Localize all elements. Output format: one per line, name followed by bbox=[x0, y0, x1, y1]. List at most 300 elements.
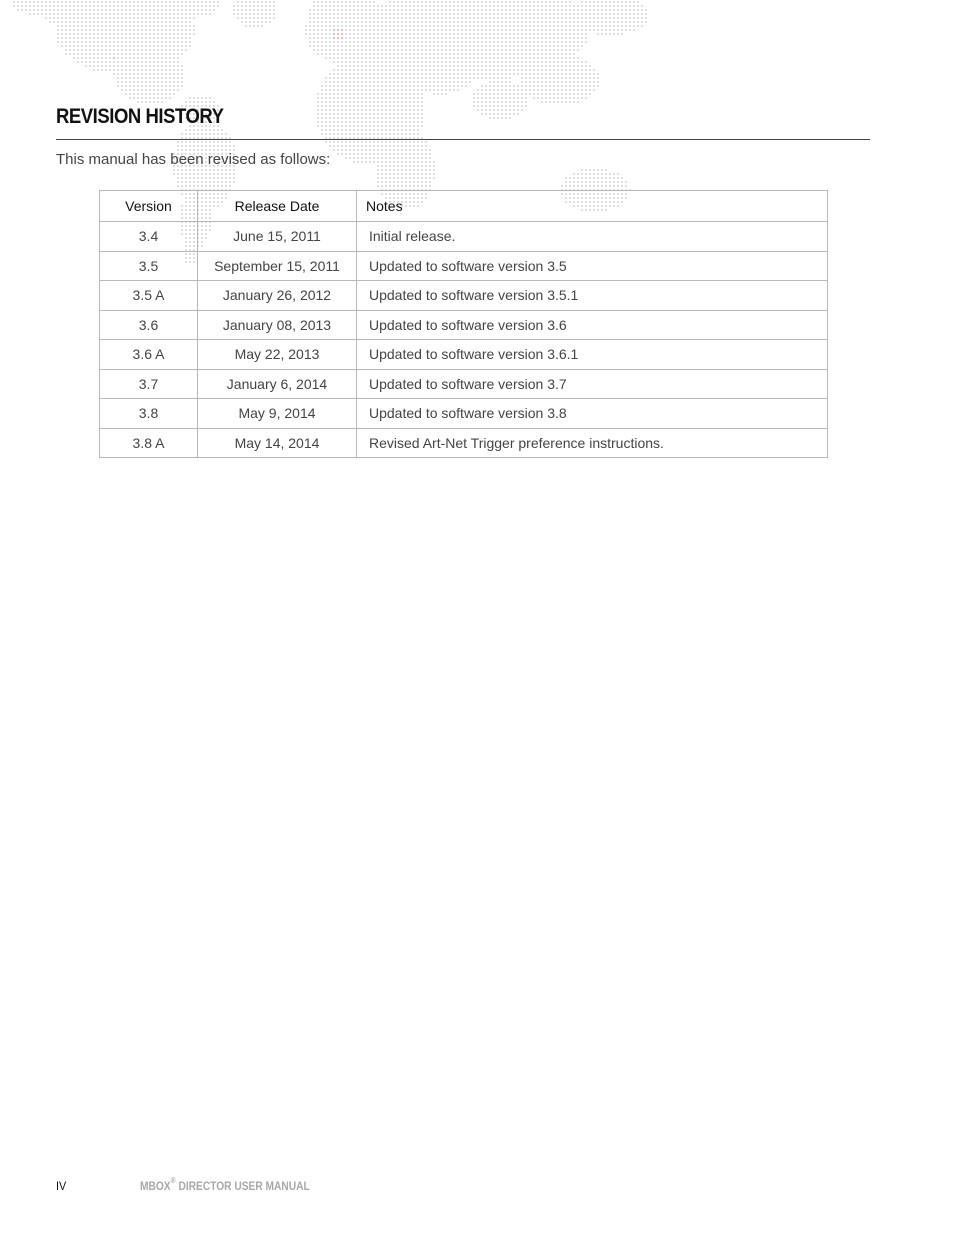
map-dot bbox=[161, 13, 163, 15]
map-dot bbox=[413, 145, 415, 147]
map-dot bbox=[85, 53, 87, 55]
map-dot bbox=[569, 41, 571, 43]
map-dot bbox=[153, 37, 155, 39]
map-dot bbox=[641, 25, 643, 27]
map-dot bbox=[377, 61, 379, 63]
map-dot bbox=[497, 89, 499, 91]
map-dot bbox=[641, 5, 643, 7]
map-dot bbox=[69, 49, 71, 51]
map-dot bbox=[93, 45, 95, 47]
map-dot bbox=[613, 33, 615, 35]
map-dot bbox=[469, 1, 471, 3]
map-dot bbox=[501, 29, 503, 31]
map-dot bbox=[457, 49, 459, 51]
map-dot bbox=[357, 121, 359, 123]
map-dot bbox=[509, 33, 511, 35]
map-dot bbox=[381, 25, 383, 27]
map-dot bbox=[569, 93, 571, 95]
map-dot bbox=[197, 101, 199, 103]
map-dot bbox=[525, 17, 527, 19]
map-dot bbox=[73, 53, 75, 55]
map-dot bbox=[393, 9, 395, 11]
map-dot bbox=[389, 61, 391, 63]
map-dot bbox=[113, 53, 115, 55]
map-dot bbox=[85, 61, 87, 63]
map-dot bbox=[185, 145, 187, 147]
map-dot bbox=[201, 185, 203, 187]
map-dot bbox=[389, 1, 391, 3]
map-dot bbox=[353, 161, 355, 163]
map-dot bbox=[101, 25, 103, 27]
map-dot bbox=[381, 157, 383, 159]
map-dot bbox=[185, 1, 187, 3]
map-dot bbox=[557, 9, 559, 11]
map-dot bbox=[245, 17, 247, 19]
map-dot bbox=[365, 73, 367, 75]
map-dot bbox=[341, 65, 343, 67]
map-dot bbox=[341, 13, 343, 15]
map-dot bbox=[105, 29, 107, 31]
map-dot bbox=[481, 45, 483, 47]
map-dot bbox=[341, 45, 343, 47]
map-dot bbox=[405, 113, 407, 115]
map-dot bbox=[629, 9, 631, 11]
map-dot bbox=[57, 29, 59, 31]
map-dot bbox=[577, 9, 579, 11]
map-dot bbox=[533, 45, 535, 47]
map-dot bbox=[149, 81, 151, 83]
map-dot bbox=[241, 17, 243, 19]
map-dot bbox=[561, 5, 563, 7]
map-dot bbox=[417, 17, 419, 19]
map-dot bbox=[193, 169, 195, 171]
map-dot bbox=[389, 13, 391, 15]
map-dot bbox=[333, 29, 335, 31]
map-dot bbox=[533, 17, 535, 19]
map-dot bbox=[193, 181, 195, 183]
map-dot bbox=[381, 97, 383, 99]
map-dot bbox=[505, 117, 507, 119]
map-dot bbox=[325, 81, 327, 83]
map-dot bbox=[313, 1, 315, 3]
map-dot bbox=[117, 29, 119, 31]
map-dot bbox=[321, 125, 323, 127]
map-dot bbox=[145, 73, 147, 75]
map-dot bbox=[93, 29, 95, 31]
map-dot bbox=[509, 21, 511, 23]
map-dot bbox=[481, 57, 483, 59]
map-dot bbox=[609, 25, 611, 27]
map-dot bbox=[421, 165, 423, 167]
map-dot bbox=[209, 97, 211, 99]
map-dot bbox=[369, 81, 371, 83]
map-dot bbox=[317, 101, 319, 103]
map-dot bbox=[461, 17, 463, 19]
map-dot bbox=[413, 77, 415, 79]
map-dot bbox=[133, 81, 135, 83]
map-dot bbox=[341, 73, 343, 75]
map-dot bbox=[381, 85, 383, 87]
map-dot bbox=[409, 153, 411, 155]
map-dot bbox=[189, 21, 191, 23]
map-dot bbox=[177, 81, 179, 83]
map-dot bbox=[329, 105, 331, 107]
map-dot bbox=[445, 21, 447, 23]
map-dot bbox=[541, 45, 543, 47]
map-dot bbox=[113, 65, 115, 67]
map-dot bbox=[229, 145, 231, 147]
map-dot bbox=[365, 9, 367, 11]
map-dot bbox=[445, 9, 447, 11]
map-dot bbox=[425, 53, 427, 55]
map-dot bbox=[565, 41, 567, 43]
map-dot bbox=[481, 41, 483, 43]
map-dot bbox=[101, 57, 103, 59]
map-dot bbox=[317, 109, 319, 111]
map-dot bbox=[209, 181, 211, 183]
map-dot bbox=[441, 45, 443, 47]
map-dot bbox=[185, 181, 187, 183]
map-dot bbox=[345, 65, 347, 67]
map-dot bbox=[85, 5, 87, 7]
map-dot bbox=[381, 165, 383, 167]
map-dot bbox=[377, 145, 379, 147]
map-dot bbox=[473, 9, 475, 11]
map-dot bbox=[129, 25, 131, 27]
map-dot bbox=[545, 69, 547, 71]
map-dot bbox=[157, 5, 159, 7]
map-dot bbox=[109, 1, 111, 3]
map-dot bbox=[93, 37, 95, 39]
map-dot bbox=[525, 77, 527, 79]
map-dot bbox=[493, 13, 495, 15]
map-dot bbox=[37, 13, 39, 15]
map-dot bbox=[577, 181, 579, 183]
map-dot bbox=[341, 117, 343, 119]
map-dot bbox=[573, 101, 575, 103]
map-dot bbox=[549, 57, 551, 59]
map-dot bbox=[333, 93, 335, 95]
map-dot bbox=[521, 33, 523, 35]
version-cell: 3.4 bbox=[100, 222, 198, 252]
map-dot bbox=[401, 161, 403, 163]
map-dot bbox=[445, 17, 447, 19]
map-dot bbox=[585, 61, 587, 63]
map-dot bbox=[513, 9, 515, 11]
map-dot bbox=[389, 29, 391, 31]
map-dot bbox=[165, 41, 167, 43]
map-dot bbox=[153, 65, 155, 67]
map-dot bbox=[553, 45, 555, 47]
map-dot bbox=[385, 49, 387, 51]
map-dot bbox=[173, 53, 175, 55]
map-dot bbox=[401, 117, 403, 119]
map-dot bbox=[101, 29, 103, 31]
map-dot bbox=[89, 13, 91, 15]
map-dot bbox=[445, 45, 447, 47]
map-dot bbox=[217, 145, 219, 147]
map-dot bbox=[145, 29, 147, 31]
map-dot bbox=[449, 85, 451, 87]
map-dot bbox=[161, 81, 163, 83]
map-dot bbox=[269, 17, 271, 19]
map-dot bbox=[413, 149, 415, 151]
map-dot bbox=[353, 129, 355, 131]
map-dot bbox=[617, 13, 619, 15]
map-dot bbox=[621, 1, 623, 3]
map-dot bbox=[393, 45, 395, 47]
map-dot bbox=[121, 45, 123, 47]
map-dot bbox=[157, 1, 159, 3]
map-dot bbox=[193, 9, 195, 11]
map-dot bbox=[421, 157, 423, 159]
map-dot bbox=[505, 61, 507, 63]
map-dot bbox=[81, 13, 83, 15]
map-dot bbox=[149, 49, 151, 51]
map-dot bbox=[341, 141, 343, 143]
map-dot bbox=[469, 57, 471, 59]
map-dot bbox=[29, 9, 31, 11]
map-dot bbox=[493, 117, 495, 119]
map-dot bbox=[549, 101, 551, 103]
map-dot bbox=[121, 53, 123, 55]
map-dot bbox=[477, 97, 479, 99]
map-dot bbox=[433, 161, 435, 163]
map-dot bbox=[513, 25, 515, 27]
map-dot bbox=[389, 125, 391, 127]
map-dot bbox=[329, 45, 331, 47]
map-dot bbox=[249, 5, 251, 7]
map-dot bbox=[361, 33, 363, 35]
map-dot bbox=[197, 1, 199, 3]
map-dot bbox=[353, 49, 355, 51]
map-dot bbox=[113, 37, 115, 39]
map-dot bbox=[189, 101, 191, 103]
map-dot bbox=[145, 57, 147, 59]
map-dot bbox=[461, 25, 463, 27]
map-dot bbox=[553, 89, 555, 91]
map-dot bbox=[457, 1, 459, 3]
map-dot bbox=[409, 125, 411, 127]
map-dot bbox=[501, 77, 503, 79]
map-dot bbox=[393, 113, 395, 115]
map-dot bbox=[421, 29, 423, 31]
map-dot bbox=[345, 17, 347, 19]
map-dot bbox=[469, 45, 471, 47]
map-dot bbox=[585, 41, 587, 43]
map-dot bbox=[125, 85, 127, 87]
map-dot bbox=[69, 9, 71, 11]
map-dot bbox=[93, 57, 95, 59]
map-dot bbox=[33, 13, 35, 15]
map-dot bbox=[361, 61, 363, 63]
map-dot bbox=[589, 1, 591, 3]
map-dot bbox=[421, 97, 423, 99]
map-dot bbox=[105, 37, 107, 39]
map-dot bbox=[165, 17, 167, 19]
map-dot bbox=[457, 37, 459, 39]
map-dot bbox=[173, 49, 175, 51]
map-dot bbox=[21, 9, 23, 11]
map-dot bbox=[125, 69, 127, 71]
map-dot bbox=[65, 53, 67, 55]
map-dot bbox=[509, 101, 511, 103]
map-dot bbox=[401, 157, 403, 159]
map-dot bbox=[569, 77, 571, 79]
map-dot bbox=[153, 77, 155, 79]
map-dot bbox=[149, 37, 151, 39]
map-dot bbox=[605, 25, 607, 27]
map-dot bbox=[609, 185, 611, 187]
map-dot bbox=[457, 85, 459, 87]
map-dot bbox=[633, 13, 635, 15]
map-dot bbox=[121, 17, 123, 19]
map-dot bbox=[573, 21, 575, 23]
map-dot bbox=[573, 57, 575, 59]
map-dot bbox=[201, 9, 203, 11]
map-dot bbox=[329, 85, 331, 87]
map-dot bbox=[341, 77, 343, 79]
map-dot bbox=[101, 1, 103, 3]
map-dot bbox=[365, 93, 367, 95]
map-dot bbox=[541, 85, 543, 87]
map-dot bbox=[589, 69, 591, 71]
map-dot bbox=[217, 133, 219, 135]
map-dot bbox=[445, 41, 447, 43]
map-dot bbox=[357, 105, 359, 107]
map-dot bbox=[489, 101, 491, 103]
map-dot bbox=[613, 21, 615, 23]
map-dot bbox=[509, 41, 511, 43]
map-dot bbox=[413, 173, 415, 175]
map-dot bbox=[441, 69, 443, 71]
map-dot bbox=[505, 29, 507, 31]
map-dot bbox=[485, 65, 487, 67]
map-dot bbox=[525, 57, 527, 59]
map-dot bbox=[577, 65, 579, 67]
map-dot bbox=[361, 81, 363, 83]
map-dot bbox=[441, 25, 443, 27]
map-dot bbox=[357, 89, 359, 91]
map-dot bbox=[517, 37, 519, 39]
map-dot bbox=[517, 49, 519, 51]
map-dot bbox=[73, 9, 75, 11]
map-dot bbox=[437, 73, 439, 75]
map-dot bbox=[245, 5, 247, 7]
map-dot bbox=[401, 9, 403, 11]
map-dot bbox=[133, 21, 135, 23]
map-dot bbox=[461, 85, 463, 87]
map-dot bbox=[65, 5, 67, 7]
map-dot bbox=[345, 61, 347, 63]
map-dot bbox=[573, 33, 575, 35]
map-dot bbox=[433, 17, 435, 19]
map-dot bbox=[333, 109, 335, 111]
map-dot bbox=[569, 17, 571, 19]
map-dot bbox=[449, 29, 451, 31]
map-dot bbox=[521, 13, 523, 15]
map-dot bbox=[121, 89, 123, 91]
map-dot bbox=[509, 117, 511, 119]
map-dot bbox=[213, 145, 215, 147]
map-dot bbox=[565, 53, 567, 55]
map-dot bbox=[417, 57, 419, 59]
map-dot bbox=[77, 5, 79, 7]
map-dot bbox=[337, 69, 339, 71]
map-dot bbox=[493, 9, 495, 11]
map-dot bbox=[373, 149, 375, 151]
map-dot bbox=[317, 21, 319, 23]
map-dot bbox=[405, 169, 407, 171]
map-dot bbox=[413, 73, 415, 75]
map-dot bbox=[357, 101, 359, 103]
map-dot bbox=[489, 17, 491, 19]
map-dot bbox=[313, 37, 315, 39]
map-dot bbox=[205, 141, 207, 143]
map-dot bbox=[385, 177, 387, 179]
map-dot bbox=[605, 169, 607, 171]
map-dot bbox=[189, 33, 191, 35]
map-dot bbox=[493, 89, 495, 91]
map-dot bbox=[469, 21, 471, 23]
map-dot bbox=[417, 45, 419, 47]
map-dot bbox=[101, 65, 103, 67]
map-dot bbox=[369, 1, 371, 3]
map-dot bbox=[577, 81, 579, 83]
map-dot bbox=[509, 1, 511, 3]
map-dot bbox=[137, 41, 139, 43]
map-dot bbox=[465, 17, 467, 19]
map-dot bbox=[621, 181, 623, 183]
map-dot bbox=[413, 13, 415, 15]
map-dot bbox=[65, 37, 67, 39]
map-dot bbox=[565, 97, 567, 99]
map-dot bbox=[357, 5, 359, 7]
map-dot bbox=[329, 1, 331, 3]
map-dot bbox=[405, 93, 407, 95]
map-dot bbox=[433, 41, 435, 43]
map-dot bbox=[545, 1, 547, 3]
map-dot bbox=[381, 49, 383, 51]
map-dot bbox=[581, 73, 583, 75]
map-dot bbox=[81, 57, 83, 59]
map-dot bbox=[193, 101, 195, 103]
map-dot bbox=[549, 49, 551, 51]
map-dot bbox=[401, 165, 403, 167]
map-dot bbox=[369, 45, 371, 47]
map-dot bbox=[365, 133, 367, 135]
map-dot bbox=[373, 33, 375, 35]
map-dot bbox=[397, 185, 399, 187]
map-dot bbox=[197, 185, 199, 187]
map-dot bbox=[453, 21, 455, 23]
map-dot bbox=[177, 169, 179, 171]
map-dot bbox=[513, 49, 515, 51]
map-dot bbox=[337, 13, 339, 15]
map-dot bbox=[61, 1, 63, 3]
map-dot bbox=[377, 157, 379, 159]
map-dot bbox=[201, 101, 203, 103]
map-dot bbox=[433, 49, 435, 51]
map-dot bbox=[189, 185, 191, 187]
map-dot bbox=[485, 53, 487, 55]
map-dot bbox=[313, 29, 315, 31]
map-dot bbox=[357, 37, 359, 39]
map-dot bbox=[137, 57, 139, 59]
map-dot bbox=[597, 1, 599, 3]
map-dot bbox=[173, 85, 175, 87]
map-dot bbox=[553, 33, 555, 35]
